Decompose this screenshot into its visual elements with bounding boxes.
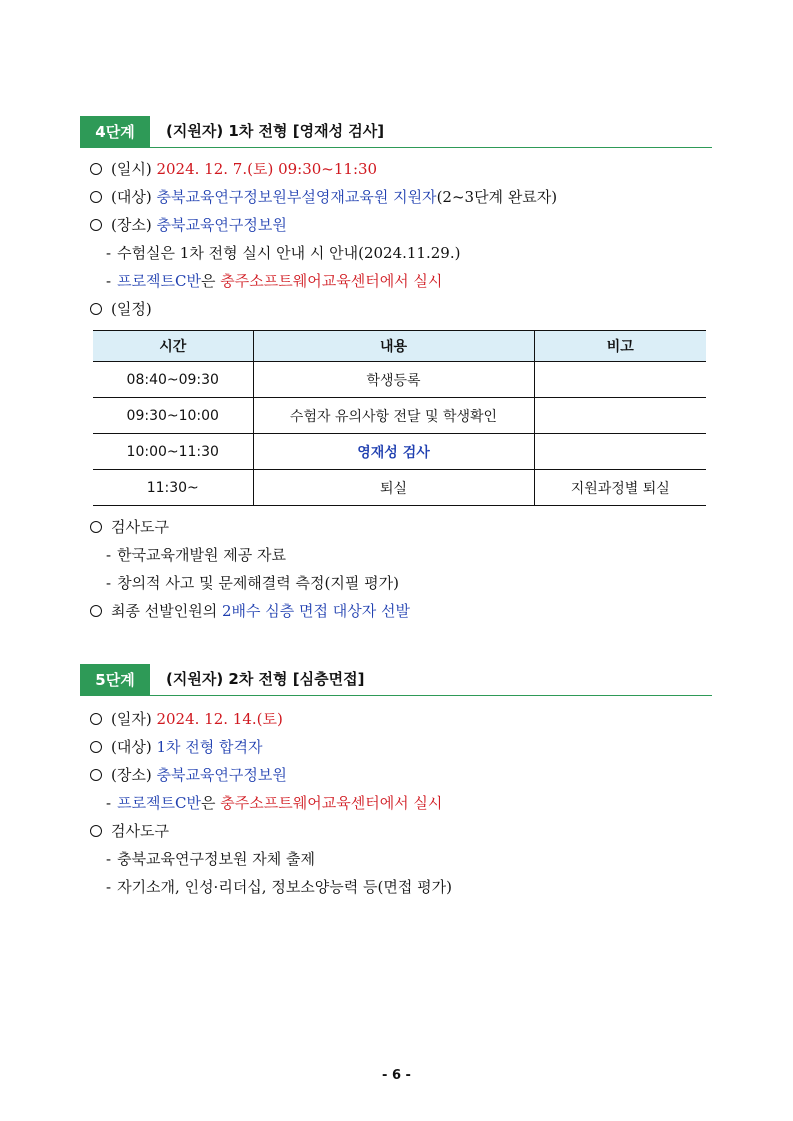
cell-content: 영재성 검사 — [253, 434, 534, 470]
stage5-tools: 검사도구 — [90, 821, 169, 841]
table-row — [93, 434, 706, 470]
circle-bullet-icon — [90, 191, 102, 203]
stage4-place: (장소) 충북교육연구정보원 — [90, 215, 287, 235]
stage5-project-note: - 프로젝트C반은 충주소프트웨어교육센터에서 실시 — [106, 794, 443, 812]
page-number: - 6 - — [382, 1068, 411, 1083]
stage4-target: (대상) 충북교육연구정보원부설영재교육원 지원자(2~3단계 완료자) — [90, 187, 557, 207]
stage4-header — [80, 116, 712, 148]
circle-bullet-icon — [90, 163, 102, 175]
circle-bullet-icon — [90, 219, 102, 231]
cell-content: 퇴실 — [253, 470, 534, 506]
table-row — [93, 398, 706, 434]
stage4-project-note: - 프로젝트C반은 충주소프트웨어교육센터에서 실시 — [106, 272, 443, 290]
stage5-tool2: - 자기소개, 인성·리더십, 정보소양능력 등(면접 평가) — [106, 878, 452, 896]
stage5-date: (일자) 2024. 12. 14.(토) — [90, 709, 283, 729]
cell-note — [534, 398, 706, 434]
cell-note: 지원과정별 퇴실 — [534, 470, 706, 506]
circle-bullet-icon — [90, 825, 102, 837]
stage5-title: (지원자) 2차 전형 [심층면접] — [166, 670, 365, 688]
stage4-badge: 4단계 — [80, 116, 150, 148]
stage4-tool1: - 한국교육개발원 제공 자료 — [106, 546, 287, 564]
table-row — [93, 362, 706, 398]
stage5-header — [80, 664, 712, 696]
stage4-tool2: - 창의적 사고 및 문제해결력 측정(지필 평가) — [106, 574, 399, 592]
table-row — [93, 470, 706, 506]
cell-time: 11:30~ — [93, 470, 253, 506]
stage5-target-value: 1차 전형 합격자 — [156, 738, 263, 756]
stage5-target: (대상) 1차 전형 합격자 — [90, 737, 263, 757]
circle-bullet-icon — [90, 605, 102, 617]
cell-content: 학생등록 — [253, 362, 534, 398]
header-content: 내용 — [253, 331, 534, 362]
table-header-row — [93, 331, 706, 362]
stage4-place-value: 충북교육연구정보원 — [156, 216, 287, 234]
stage5-badge: 5단계 — [80, 664, 150, 696]
stage4-schedule-label: (일정) — [90, 299, 152, 319]
cell-time: 08:40~09:30 — [93, 362, 253, 398]
stage5-tool1: - 충북교육연구정보원 자체 출제 — [106, 850, 315, 868]
stage4-rule — [150, 147, 712, 148]
cell-note — [534, 362, 706, 398]
stage4-tools: 검사도구 — [90, 517, 169, 537]
stage5-place: (장소) 충북교육연구정보원 — [90, 765, 287, 785]
stage5-rule — [150, 695, 712, 696]
circle-bullet-icon — [90, 741, 102, 753]
stage4-final: 최종 선발인원의 2배수 심층 면접 대상자 선발 — [90, 601, 410, 621]
stage4-target-value: 충북교육연구정보원부설영재교육원 지원자 — [156, 188, 437, 206]
header-time: 시간 — [93, 331, 253, 362]
stage4-date-value: 2024. 12. 7.(토) 09:30~11:30 — [156, 160, 378, 178]
stage4-room-note: - 수험실은 1차 전형 실시 안내 시 안내(2024.11.29.) — [106, 244, 461, 262]
stage5-date-value: 2024. 12. 14.(토) — [156, 710, 283, 728]
stage4-date: (일시) 2024. 12. 7.(토) 09:30~11:30 — [90, 159, 377, 179]
circle-bullet-icon — [90, 713, 102, 725]
cell-content: 수험자 유의사항 전달 및 학생확인 — [253, 398, 534, 434]
circle-bullet-icon — [90, 303, 102, 315]
cell-time: 09:30~10:00 — [93, 398, 253, 434]
header-note: 비고 — [534, 331, 706, 362]
schedule-table — [93, 330, 706, 506]
stage5-place-value: 충북교육연구정보원 — [156, 766, 287, 784]
cell-note — [534, 434, 706, 470]
stage4-title: (지원자) 1차 전형 [영재성 검사] — [166, 122, 385, 140]
circle-bullet-icon — [90, 521, 102, 533]
cell-time: 10:00~11:30 — [93, 434, 253, 470]
circle-bullet-icon — [90, 769, 102, 781]
